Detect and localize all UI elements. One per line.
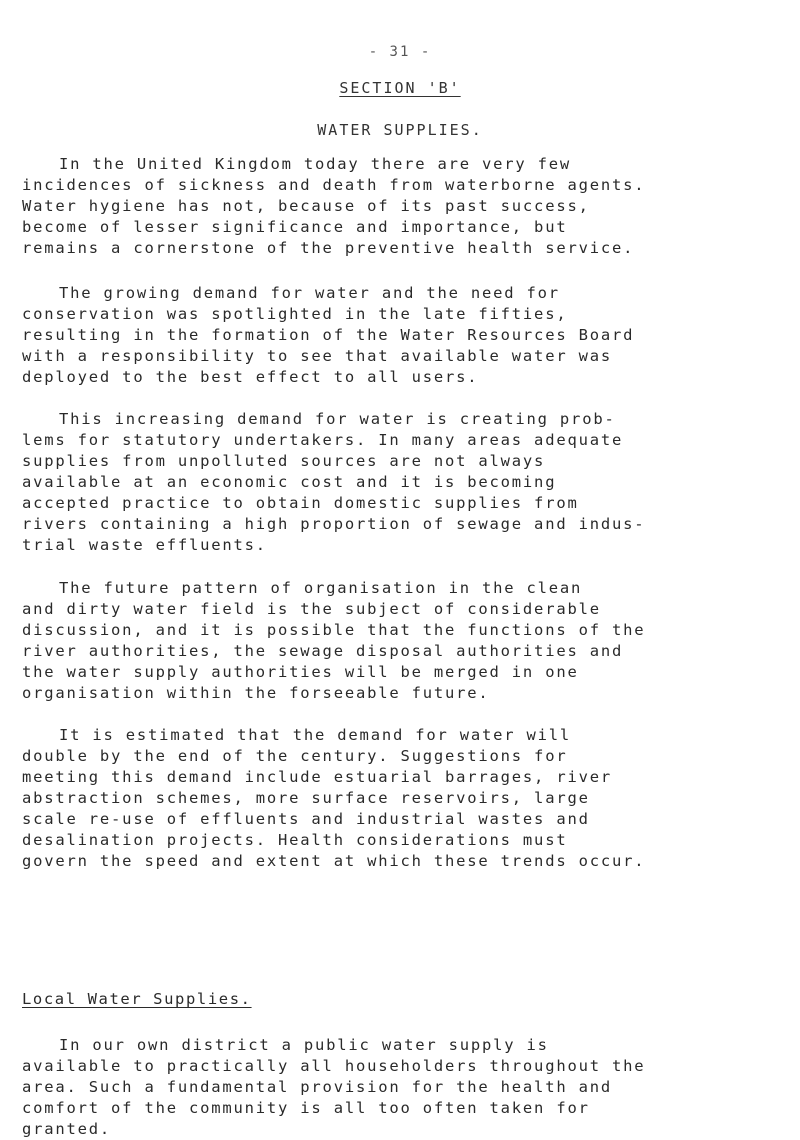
paragraph-line: the water supply authorities will be merged in one <box>22 663 579 681</box>
subheading-local-water-supplies: Local Water Supplies. <box>22 990 252 1008</box>
paragraph-line: granted. <box>22 1120 112 1138</box>
paragraph-line: available at an economic cost and it is becoming <box>22 473 557 491</box>
paragraph-line: organisation within the forseeable future. <box>22 684 490 702</box>
paragraph-line: desalination projects. Health considerations must <box>22 831 568 849</box>
paragraph-line: govern the speed and extent at which these trends occur. <box>22 852 646 870</box>
paragraph-line: double by the end of the century. Suggestions for <box>22 747 568 765</box>
paragraph-line: The future pattern of organisation in the clean <box>59 579 583 597</box>
paragraph-line: rivers containing a high proportion of sewage and indus- <box>22 515 646 533</box>
paragraph-line: river authorities, the sewage disposal authorities and <box>22 642 624 660</box>
paragraph-5 <box>22 725 792 872</box>
paragraph-line: The growing demand for water and the need for <box>59 284 560 302</box>
section-title <box>0 79 800 97</box>
paragraph-3 <box>22 409 792 556</box>
section-title-text: SECTION 'B' <box>339 79 461 97</box>
paragraph-line: lems for statutory undertakers. In many areas adequate <box>22 431 624 449</box>
paragraph-line: scale re-use of effluents and industrial wastes and <box>22 810 590 828</box>
paragraph-line: abstraction schemes, more surface reservoirs, large <box>22 789 590 807</box>
paragraph-6 <box>22 1035 792 1140</box>
paragraph-line: In the United Kingdom today there are very few <box>59 155 572 173</box>
paragraph-line: This increasing demand for water is creating prob- <box>59 410 616 428</box>
paragraph-line: conservation was spotlighted in the late fifties, <box>22 305 568 323</box>
paragraph-line: available to practically all householders throughout the <box>22 1057 646 1075</box>
paragraph-line: become of lesser significance and importance, but <box>22 218 568 236</box>
paragraph-line: trial waste effluents. <box>22 536 267 554</box>
paragraph-line: deployed to the best effect to all users. <box>22 368 479 386</box>
paragraph-4 <box>22 578 792 704</box>
paragraph-2 <box>22 283 792 388</box>
paragraph-line: supplies from unpolluted sources are not always <box>22 452 546 470</box>
paragraph-line: Water hygiene has not, because of its past success, <box>22 197 590 215</box>
paragraph-line: In our own district a public water supply is <box>59 1036 549 1054</box>
page-title: WATER SUPPLIES. <box>317 121 483 139</box>
paragraph-line: accepted practice to obtain domestic supplies from <box>22 494 579 512</box>
paragraph-line: discussion, and it is possible that the functions of the <box>22 621 646 639</box>
paragraph-line: resulting in the formation of the Water Resources Board <box>22 326 635 344</box>
paragraph-line: comfort of the community is all too often taken for <box>22 1099 590 1117</box>
paragraph-line: and dirty water field is the subject of considerable <box>22 600 601 618</box>
paragraph-line: area. Such a fundamental provision for the health and <box>22 1078 612 1096</box>
paragraph-1 <box>22 154 792 259</box>
page-number: - 31 - <box>368 44 432 60</box>
paragraph-line: incidences of sickness and death from waterborne agents. <box>22 176 646 194</box>
paragraph-line: It is estimated that the demand for water will <box>59 726 572 744</box>
paragraph-line: meeting this demand include estuarial barrages, river <box>22 768 612 786</box>
paragraph-line: remains a cornerstone of the preventive health service. <box>22 239 635 257</box>
paragraph-line: with a responsibility to see that available water was <box>22 347 612 365</box>
